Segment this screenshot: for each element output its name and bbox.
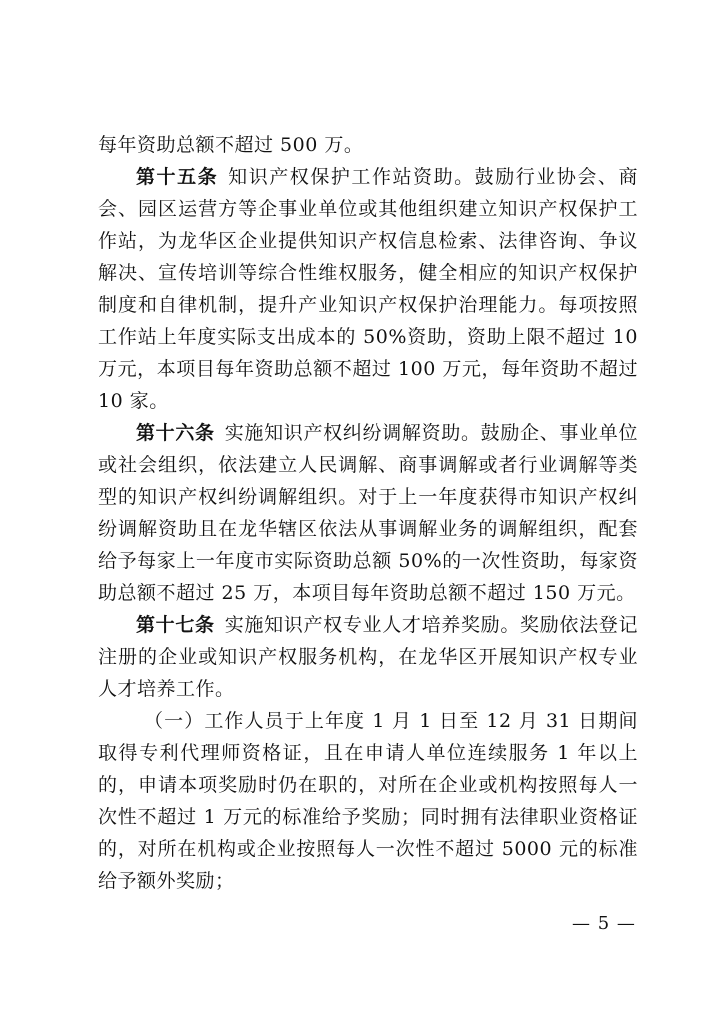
paragraph-text: 每年资助总额不超过 500 万。 [98,134,364,156]
article-16 [98,417,638,609]
article-17-item-1 [98,705,638,897]
item-text: （一）工作人员于上年度 1 月 1 日至 12 月 31 日期间取得专利代理师资格证，且在申请人单位连续服务 1 年以上的，申请本项奖励时仍在职的，对所在企业或机构按照每人一次性不超过 1 万元的标准给予奖励；同时拥有法律职业资格证的，对所在机构或企业按照每人一次性不超过 5000 元的标准给予额外奖励； [98,710,638,892]
paragraph-continuation [98,129,638,161]
article-text: 实施知识产权纠纷调解资助。鼓励企、事业单位或社会组织，依法建立人民调解、商事调解或者行业调解等类型的知识产权纠纷调解组织。对于上一年度获得市知识产权纠纷调解资助且在龙华辖区依法从事调解业务的调解组织，配套给予每家上一年度市实际资助总额 50%的一次性资助，每家资助总额不超过 25 万，本项目每年资助总额不超过 150 万元。 [98,422,638,604]
article-heading: 第十六条 [136,422,215,444]
article-17 [98,609,638,705]
article-heading: 第十五条 [136,166,219,188]
page-number: — 5 — [572,913,636,934]
article-text: 实施知识产权专业人才培养奖励。奖励依法登记注册的企业或知识产权服务机构，在龙华区开展知识产权专业人才培养工作。 [98,614,638,700]
article-heading: 第十七条 [136,614,215,636]
article-15 [98,161,638,417]
article-text: 知识产权保护工作站资助。鼓励行业协会、商会、园区运营方等企事业单位或其他组织建立知识产权保护工作站，为龙华区企业提供知识产权信息检索、法律咨询、争议解决、宣传培训等综合性维权服务，健全相应的知识产权保护制度和自律机制，提升产业知识产权保护治理能力。每项按照工作站上年度实际支出成本的 50%资助，资助上限不超过 10 万元，本项目每年资助总额不超过 100 万元，每年资助不超过 10 家。 [98,166,638,412]
document-body [98,129,638,897]
